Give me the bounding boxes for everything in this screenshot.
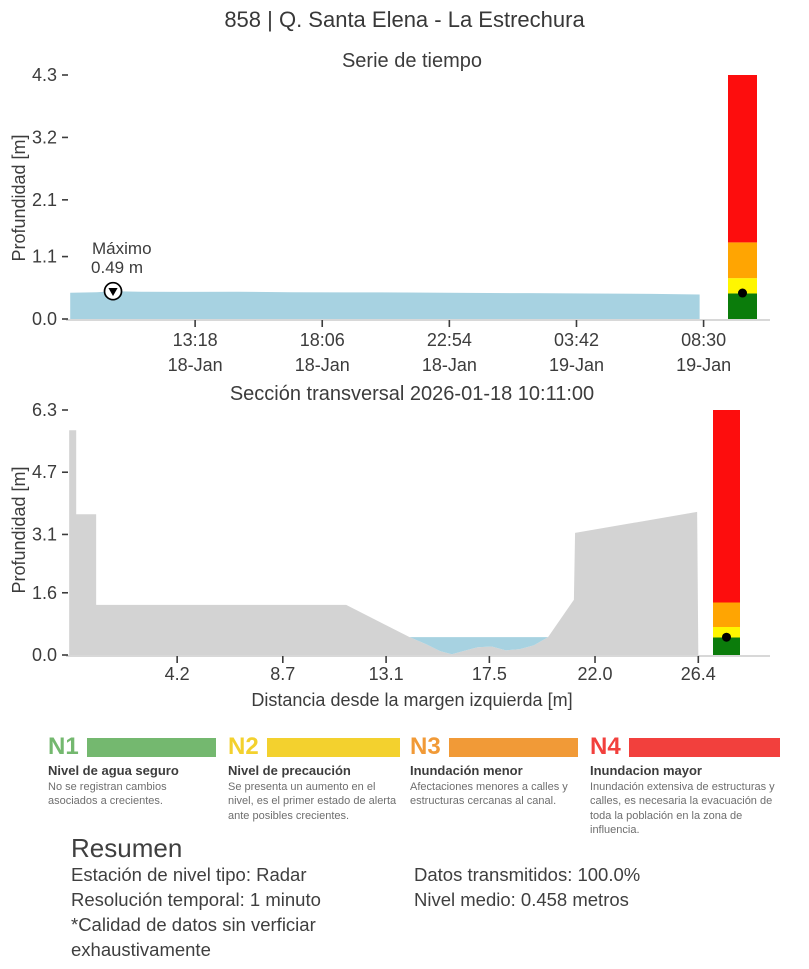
x-tick-label: 26.4: [680, 664, 716, 684]
alert-bar-n4: [728, 75, 757, 242]
legend-code-n1: N1: [48, 733, 79, 760]
current-level-dot: [738, 289, 747, 298]
legend-swatch-n4: [629, 738, 780, 757]
chart-title: Serie de tiempo: [341, 50, 483, 72]
x-tick-label: 17.5: [471, 664, 507, 684]
y-tick-label: 0.0: [31, 309, 57, 329]
x-tick-date: 19-Jan: [676, 355, 732, 375]
x-tick-label: 13.1: [368, 664, 404, 684]
y-tick-label: 4.3: [31, 65, 57, 85]
page-title: 858 | Q. Santa Elena - La Estrechura: [224, 7, 585, 32]
water-level-area: [70, 291, 699, 319]
x-tick-label: 8.7: [270, 664, 296, 684]
y-axis-label: Profundidad [m]: [9, 466, 29, 594]
legend-title-n4: Inundacion mayor: [590, 763, 702, 778]
x-tick-time: 18:06: [299, 330, 345, 350]
x-tick-time: 13:18: [172, 330, 218, 350]
legend-item-n2: [228, 735, 400, 823]
time-series-chart: [0, 40, 809, 375]
alert-bar-n3: [713, 603, 740, 628]
x-tick-time: 22:54: [426, 330, 472, 350]
legend-title-n2: Nivel de precaución: [228, 763, 351, 778]
x-tick-label: 22.0: [577, 664, 613, 684]
y-tick-label: 1.6: [31, 582, 57, 603]
summary-right-column: [414, 862, 754, 912]
y-tick-label: 0.0: [31, 645, 57, 665]
x-tick-time: 03:42: [553, 330, 599, 350]
legend-title-n3: Inundación menor: [410, 763, 523, 778]
legend-title-n1: Nivel de agua seguro: [48, 763, 179, 778]
current-level-dot: [722, 633, 731, 642]
legend-desc-n3: Afectaciones menores a calles y estructuras cercanas al canal.: [410, 781, 568, 808]
y-tick-label: 2.1: [31, 189, 57, 210]
legend-desc-n4: Inundación extensiva de estructuras y calles, es necesaria la evacuación de toda la población en la zona de influencia.: [590, 781, 775, 836]
legend-code-n3: N3: [410, 733, 441, 760]
y-tick-label: 3.2: [31, 127, 57, 148]
summary-left-column: [71, 862, 391, 962]
x-tick-date: 18-Jan: [421, 355, 477, 375]
summary-resolution: Resolución temporal: 1 minuto: [71, 889, 321, 910]
legend-swatch-n2: [267, 738, 400, 757]
max-annotation-value: 0.49 m: [91, 258, 144, 278]
y-tick-label: 3.1: [31, 524, 57, 545]
max-annotation-label: Máximo: [92, 239, 152, 259]
y-tick-label: 1.1: [31, 246, 57, 267]
legend-item-n3: [410, 735, 578, 809]
x-tick-label: 4.2: [164, 664, 190, 684]
summary-data-transmitted: Datos transmitidos: 100.0%: [414, 864, 641, 885]
legend-desc-n2: Se presenta un aumento en el nivel, es el primer estado de alerta ante posibles crecientes.: [228, 781, 397, 822]
legend-code-n4: N4: [590, 733, 621, 760]
terrain-profile-area: [69, 430, 698, 655]
cross-section-chart: [0, 375, 809, 715]
x-tick-date: 19-Jan: [548, 355, 604, 375]
chart-title: Sección transversal 2026-01-18 10:11:00: [229, 383, 595, 405]
legend-desc-n1: No se registran cambios asociados a crecientes.: [48, 781, 167, 808]
x-axis-label: Distancia desde la margen izquierda [m]: [251, 690, 573, 710]
summary-heading: Resumen: [71, 833, 183, 863]
y-axis-label: Profundidad [m]: [9, 134, 29, 262]
x-tick-time: 08:30: [681, 330, 727, 350]
legend-item-n1: [48, 735, 216, 809]
legend-swatch-n3: [449, 738, 578, 757]
legend-swatch-n1: [87, 738, 216, 757]
x-tick-date: 18-Jan: [294, 355, 350, 375]
summary-station-type: Estación de nivel tipo: Radar: [71, 864, 307, 885]
summary-data-quality-note: *Calidad de datos sin verficiar exhaustivamente: [71, 914, 316, 960]
summary-mean-level: Nivel medio: 0.458 metros: [414, 889, 629, 910]
alert-bar-n4: [713, 410, 740, 603]
y-tick-label: 4.7: [31, 462, 57, 483]
x-tick-date: 18-Jan: [167, 355, 223, 375]
y-tick-label: 6.3: [31, 400, 57, 420]
legend-code-n2: N2: [228, 733, 259, 760]
legend-item-n4: [590, 735, 780, 837]
alert-bar-n3: [728, 242, 757, 278]
